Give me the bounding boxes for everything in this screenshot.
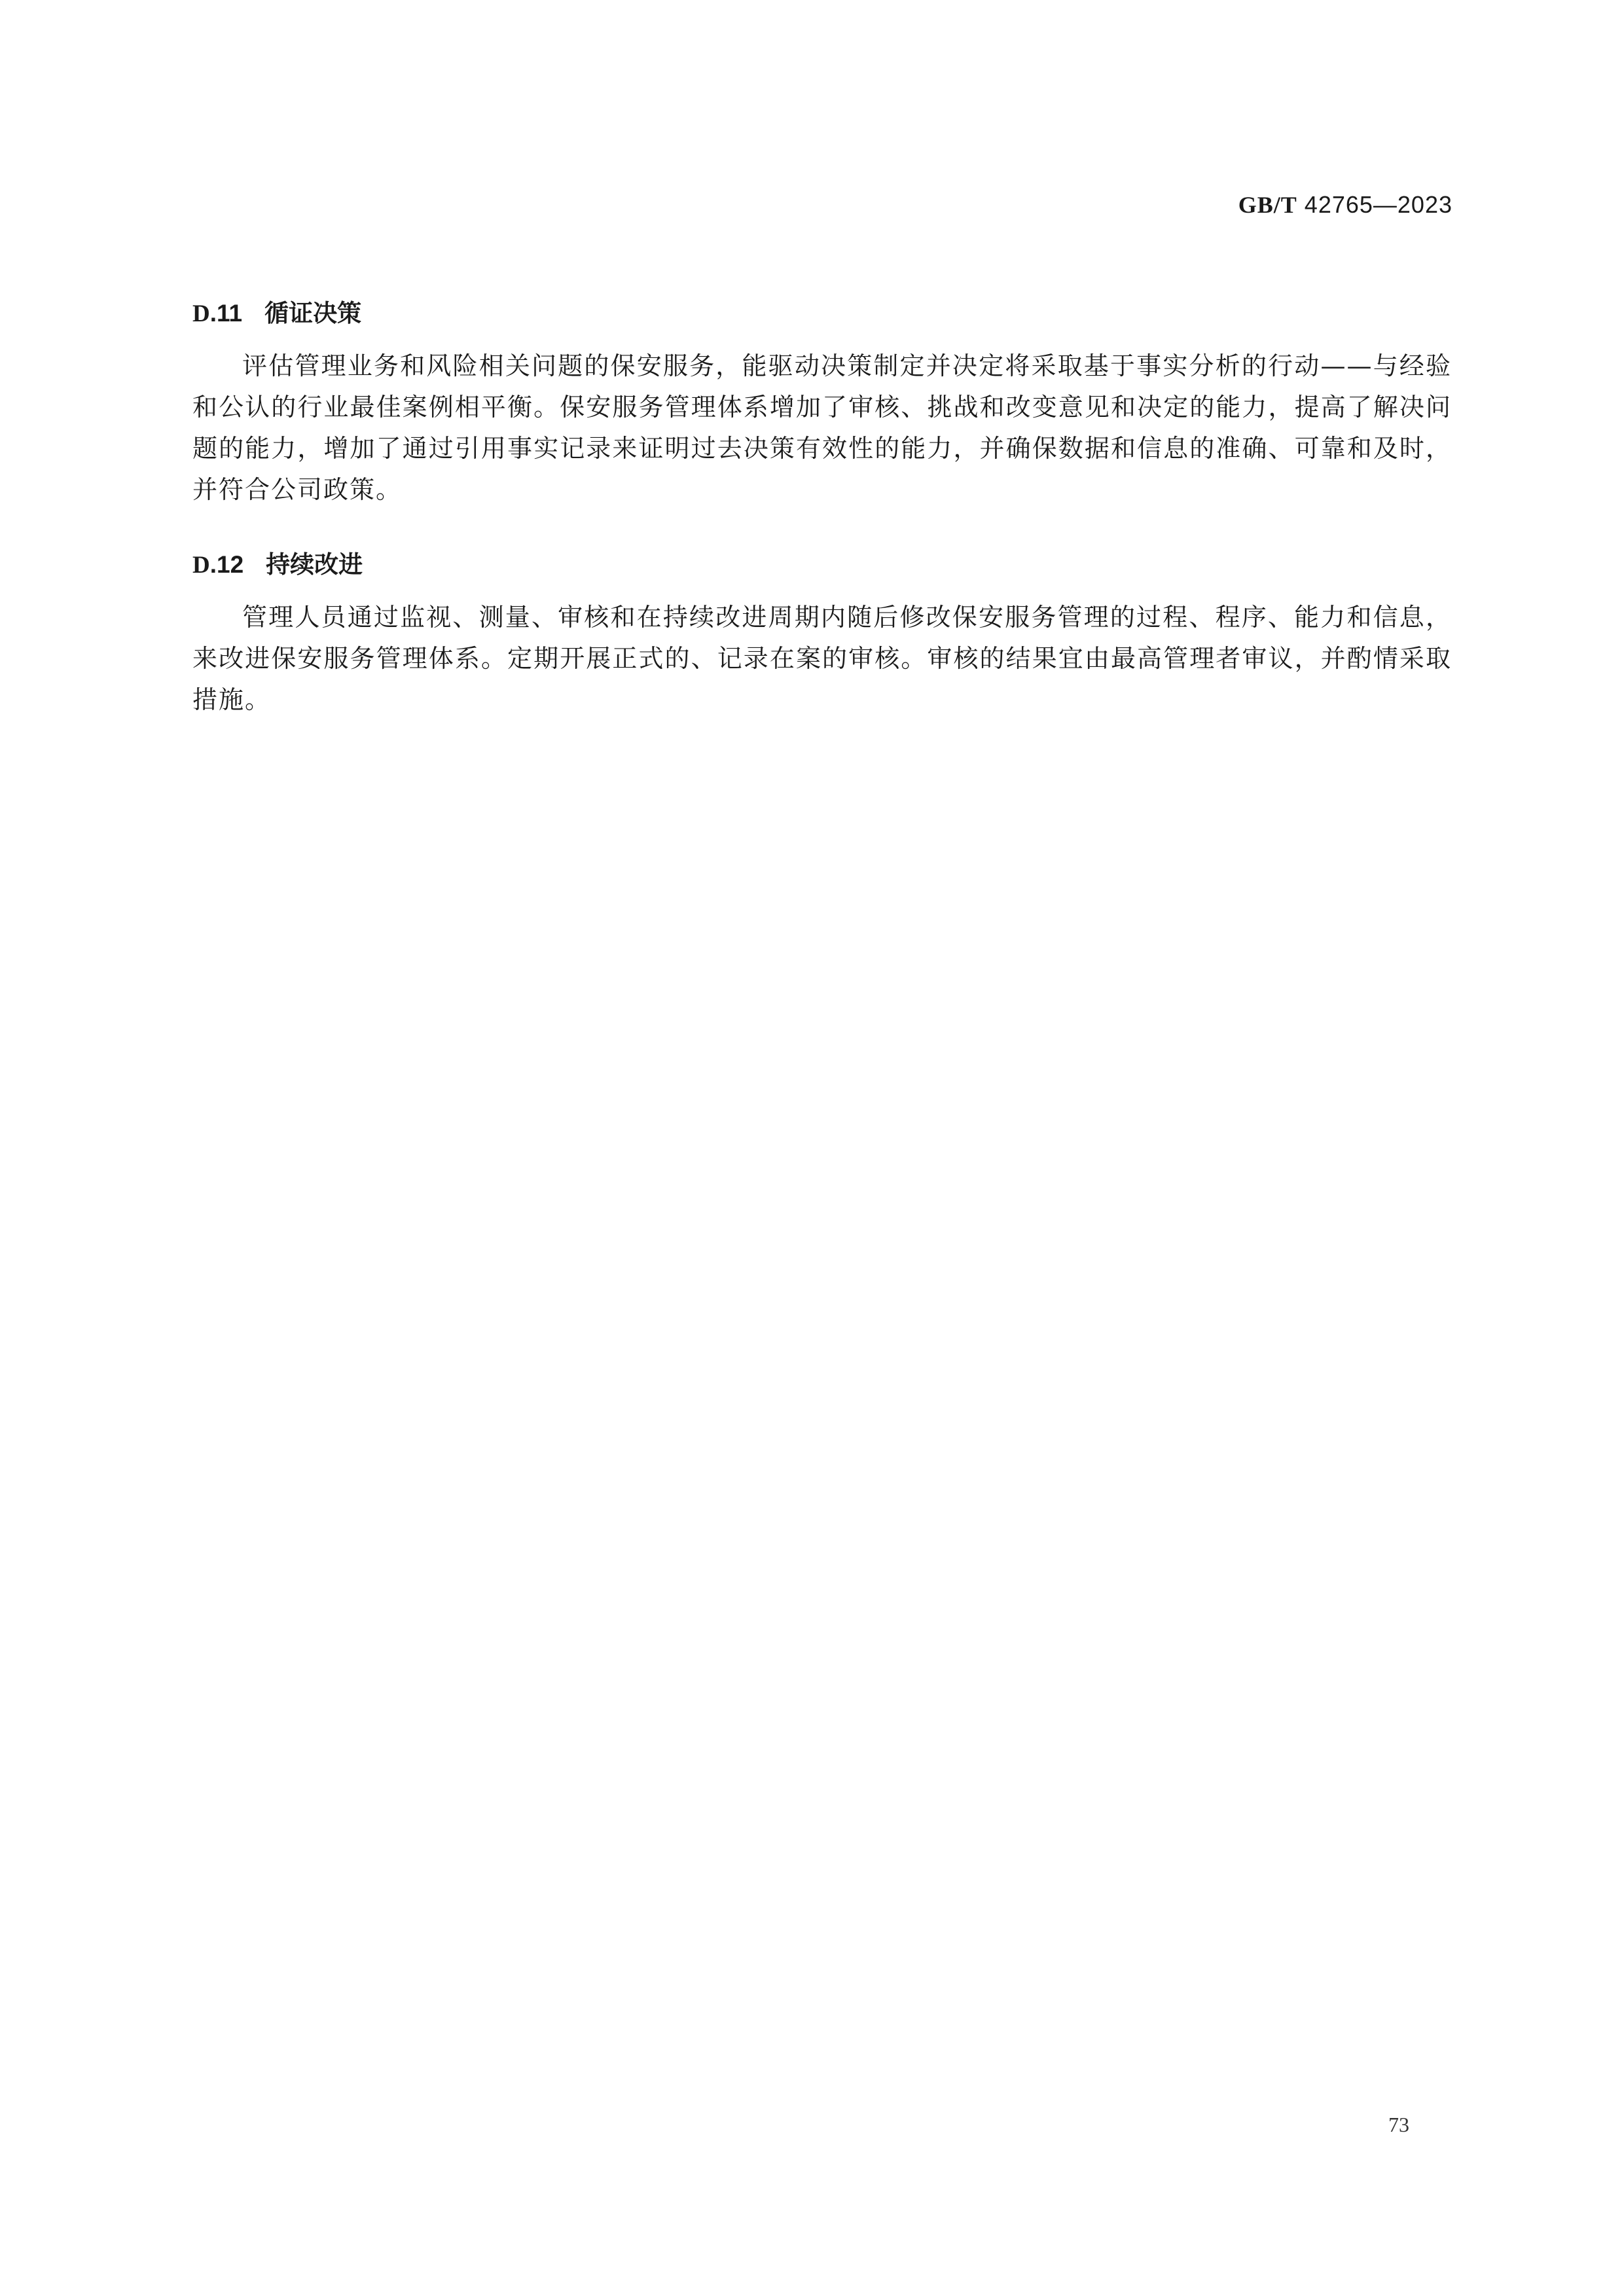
section-heading-d11 — [192, 293, 361, 329]
standard-code-header — [1238, 191, 1453, 219]
section-title: 循证决策 — [264, 299, 362, 327]
section-number-letter: D — [192, 300, 210, 327]
section-number — [192, 300, 242, 327]
section-number-digits: .12 — [209, 551, 244, 578]
section-body-d12: 管理人员通过监视、测量、审核和在持续改进周期内随后修改保安服务管理的过程、程序、能力和信息，来改进保安服务管理体系。定期开展正式的、记录在案的审核。审核的结果宜由最高管理者审议，并酌情采取措施。 — [192, 603, 1452, 714]
standard-number: 42765—2023 — [1304, 191, 1453, 218]
section-title: 持续改进 — [266, 550, 363, 579]
standard-prefix: GB/T — [1238, 192, 1297, 218]
section-body-d11: 评估管理业务和风险相关问题的保安服务，能驱动决策制定并决定将采取基于事实分析的行动——与经验和公认的行业最佳案例相平衡。保安服务管理体系增加了审核、挑战和改变意见和决定的能力，提高了解决问题的能力，增加了通过引用事实记录来证明过去决策有效性的能力，并确保数据和信息的准确、可靠和及时，并符合公司政策。 — [192, 351, 1452, 504]
section-number-letter: D — [192, 552, 210, 579]
section-number — [192, 551, 244, 578]
page-number: 73 — [1388, 2113, 1409, 2136]
section-number-digits: .11 — [209, 300, 243, 327]
section-heading-d12 — [192, 545, 363, 580]
